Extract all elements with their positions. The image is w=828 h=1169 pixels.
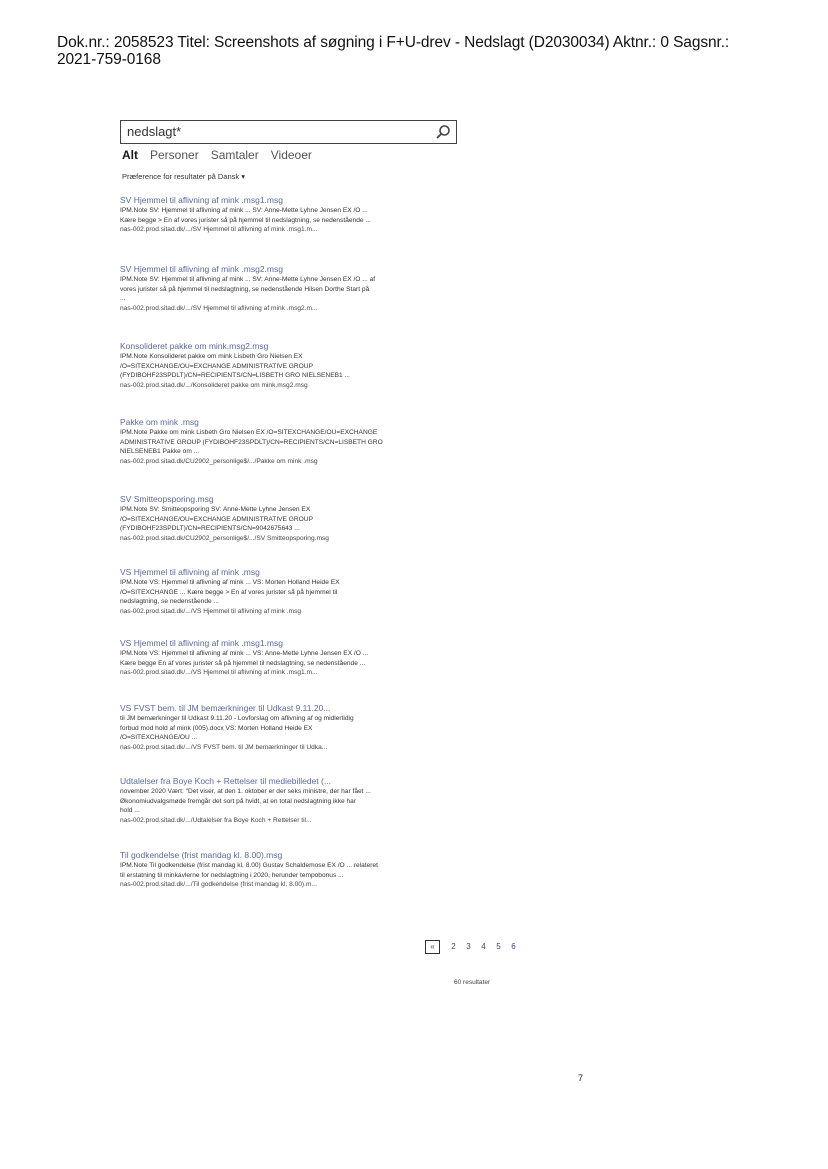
pagination-page-2[interactable]: 2 bbox=[451, 942, 456, 951]
search-tabs bbox=[122, 148, 312, 162]
pagination-page-6[interactable]: 6 bbox=[511, 942, 516, 951]
result-snippet-line: (FYDIBOHF23SPDLT)/CN=RECIPIENTS/CN=9042675643 ... bbox=[120, 525, 300, 533]
result-title[interactable]: SV Hjemmel til aflivning af mink .msg2.msg bbox=[120, 264, 283, 274]
result-item bbox=[120, 417, 460, 494]
result-snippet-line: Økonomiudvalgsmøde fremgår det sort på hvidt, at en total nedslagtning ikke har bbox=[120, 797, 357, 805]
result-snippet-line: Kære begge En af vores jurister så på hjemmel til nedslagtning, se nedenstående ... bbox=[120, 659, 366, 667]
result-url: nas-002.prod.sitad.dk/CU2902_personlige$/.../SV Smitteopsporing.msg bbox=[120, 534, 329, 542]
result-snippet-line: /O=SITEXCHANGE/OU=EXCHANGE ADMINISTRATIVE GROUP bbox=[120, 362, 313, 370]
result-item bbox=[120, 567, 460, 638]
result-snippet-line: Kære begge > En af vores jurister så på hjemmel til nedslagtning, se nedenstående ... bbox=[120, 216, 371, 224]
result-url: nas-002.prod.sitad.dk/.../SV Hjemmel til aflivning af mink .msg1.m... bbox=[120, 226, 318, 234]
pagination bbox=[425, 940, 521, 954]
result-url: nas-002.prod.sitad.dk/.../Til godkendelse (frist mandag kl. 8.00).m... bbox=[120, 881, 317, 889]
result-snippet-line: IPM.Note Konsolideret pakke om mink Lisbeth Gro Nielsen EX bbox=[120, 353, 303, 360]
result-snippet-line: ADMINISTRATIVE GROUP (FYDIBOHF23SPDLT)/CN=RECIPIENTS/CN=LISBETH GRO bbox=[120, 438, 383, 446]
result-title[interactable]: SV Smitteopsporing.msg bbox=[120, 494, 214, 504]
pagination-page-3[interactable]: 3 bbox=[466, 942, 471, 951]
result-snippet-line: /O=SITEXCHANGE/OU ... bbox=[120, 734, 198, 742]
result-item bbox=[120, 341, 460, 417]
result-snippet-line: nedslagtning, se nedenstående ... bbox=[120, 598, 219, 606]
result-url: nas-002.prod.sitad.dk/.../Konsolideret pakke om mink.msg2.msg bbox=[120, 381, 308, 389]
page-number: 7 bbox=[578, 1073, 584, 1083]
tab-videoer[interactable]: Videoer bbox=[270, 148, 312, 162]
result-title[interactable]: Pakke om mink .msg bbox=[120, 417, 199, 427]
result-snippet-line: IPM.Note Til godkendelse (frist mandag kl. 8.00) Gustav Schaldemose EX /O ... relateret bbox=[120, 862, 379, 869]
result-title[interactable]: VS Hjemmel til aflivning af mink .msg bbox=[120, 567, 260, 577]
result-snippet-line: /O=SITEXCHANGE ... Kære begge > En af vores jurister så på hjemmel til bbox=[120, 588, 338, 596]
result-snippet-line: til JM bemærkninger til Udkast 9.11.20 - Lovforslag om aflivning af og midlertidig bbox=[120, 715, 354, 722]
result-item bbox=[120, 195, 460, 264]
result-item bbox=[120, 494, 460, 567]
result-snippet-line: vores jurister så på hjemmel til nedslagtning, se nedenstående Hilsen Dorthe Start på bbox=[120, 285, 370, 293]
pagination-first-button[interactable]: « bbox=[425, 940, 440, 954]
result-count: 60 resultater bbox=[454, 979, 491, 986]
result-snippet-line: til erstatning til minkavlerne for nedslagtning i 2020, herunder tempobonus ... bbox=[120, 871, 344, 879]
document-header-line2: 2021-759-0168 bbox=[57, 51, 161, 68]
result-snippet-line: IPM.Note SV: Hjemmel til aflivning af mink ... SV: Anne-Mette Lyhne Jensen EX /O ... bbox=[120, 207, 368, 214]
results-list bbox=[120, 195, 460, 910]
result-title[interactable]: SV Hjemmel til aflivning af mink .msg1.msg bbox=[120, 195, 283, 205]
result-item bbox=[120, 850, 460, 910]
result-snippet-line: NIELSENEB1 Pakke om ... bbox=[120, 448, 200, 456]
result-snippet-line: IPM.Note SV: Hjemmel til aflivning af mink ... SV: Anne-Mette Lyhne Jensen EX /O ... af bbox=[120, 276, 376, 283]
language-preference[interactable]: Præference for resultater på Dansk ▾ bbox=[122, 172, 245, 181]
result-title[interactable]: VS Hjemmel til aflivning af mink .msg1.msg bbox=[120, 638, 283, 648]
result-url: nas-002.prod.sitad.dk/.../VS Hjemmel til aflivning af mink .msg bbox=[120, 607, 302, 615]
result-title[interactable]: Til godkendelse (frist mandag kl. 8.00).msg bbox=[120, 850, 283, 860]
result-snippet-line: IPM.Note VS: Hjemmel til aflivning af mink ... VS: Morten Holland Heide EX bbox=[120, 579, 340, 586]
result-item bbox=[120, 264, 460, 341]
tab-samtaler[interactable]: Samtaler bbox=[210, 148, 259, 162]
pagination-page-4[interactable]: 4 bbox=[481, 942, 486, 951]
tab-personer[interactable]: Personer bbox=[150, 148, 199, 162]
result-snippet-line: IPM.Note SV: Smitteopsporing SV: Anne-Mette Lyhne Jensen EX bbox=[120, 506, 311, 513]
search-box[interactable] bbox=[120, 120, 457, 144]
document-header-line1: Dok.nr.: 2058523 Titel: Screenshots af søgning i F+U-drev - Nedslagt (D2030034) Aktnr.: 0 Sagsnr.: bbox=[57, 34, 730, 51]
result-snippet-line: (FYDIBOHF23SPDLT)/CN=RECIPIENTS/CN=LISBETH GRO NIELSENEB1 ... bbox=[120, 372, 350, 380]
result-snippet-line: IPM.Note VS: Hjemmel til aflivning af mink ... VS: Anne-Mette Lyhne Jensen EX /O ... bbox=[120, 650, 369, 657]
result-snippet-line: forbud mod hold af mink (005).docx VS: Morten Holland Heide EX bbox=[120, 724, 313, 732]
document-header bbox=[57, 34, 797, 68]
result-item bbox=[120, 776, 460, 850]
result-url: nas-002.prod.sitad.dk/.../Udtalelser fra Boye Koch + Rettelser til... bbox=[120, 816, 312, 824]
result-title[interactable]: Konsolideret pakke om mink.msg2.msg bbox=[120, 341, 269, 351]
result-url: nas-002.prod.sitad.dk/.../SV Hjemmel til aflivning af mink .msg2.m... bbox=[120, 304, 318, 312]
result-snippet-line: ... bbox=[120, 295, 126, 303]
result-url: nas-002.prod.sitad.dk/CU2902_personlige$/.../Pakke om mink .msg bbox=[120, 457, 318, 465]
result-snippet-line: november 2020 Vært: "Det viser, at den 1. oktober er der seks ministre, der har fået ... bbox=[120, 788, 371, 795]
search-input[interactable] bbox=[127, 124, 427, 139]
result-snippet-line: IPM.Note Pakke om mink Lisbeth Gro Nielsen EX /O=SITEXCHANGE/OU=EXCHANGE bbox=[120, 429, 378, 436]
result-url: nas-002.prod.sitad.dk/.../VS FVST bem. til JM bemærkninger til Udka... bbox=[120, 743, 328, 751]
search-icon[interactable] bbox=[435, 124, 451, 140]
result-title[interactable]: VS FVST bem. til JM bemærkninger til Udkast 9.11.20... bbox=[120, 703, 331, 713]
result-snippet-line: hold ... bbox=[120, 807, 140, 815]
result-url: nas-002.prod.sitad.dk/.../VS Hjemmel til aflivning af mink .msg1.m... bbox=[120, 669, 318, 677]
pagination-page-5[interactable]: 5 bbox=[496, 942, 501, 951]
result-item bbox=[120, 703, 460, 776]
tab-alt[interactable]: Alt bbox=[122, 148, 138, 162]
result-item bbox=[120, 638, 460, 703]
result-snippet-line: /O=SITEXCHANGE/OU=EXCHANGE ADMINISTRATIVE GROUP bbox=[120, 515, 313, 523]
result-title[interactable]: Udtalelser fra Boye Koch + Rettelser til mediebilledet (... bbox=[120, 776, 331, 786]
